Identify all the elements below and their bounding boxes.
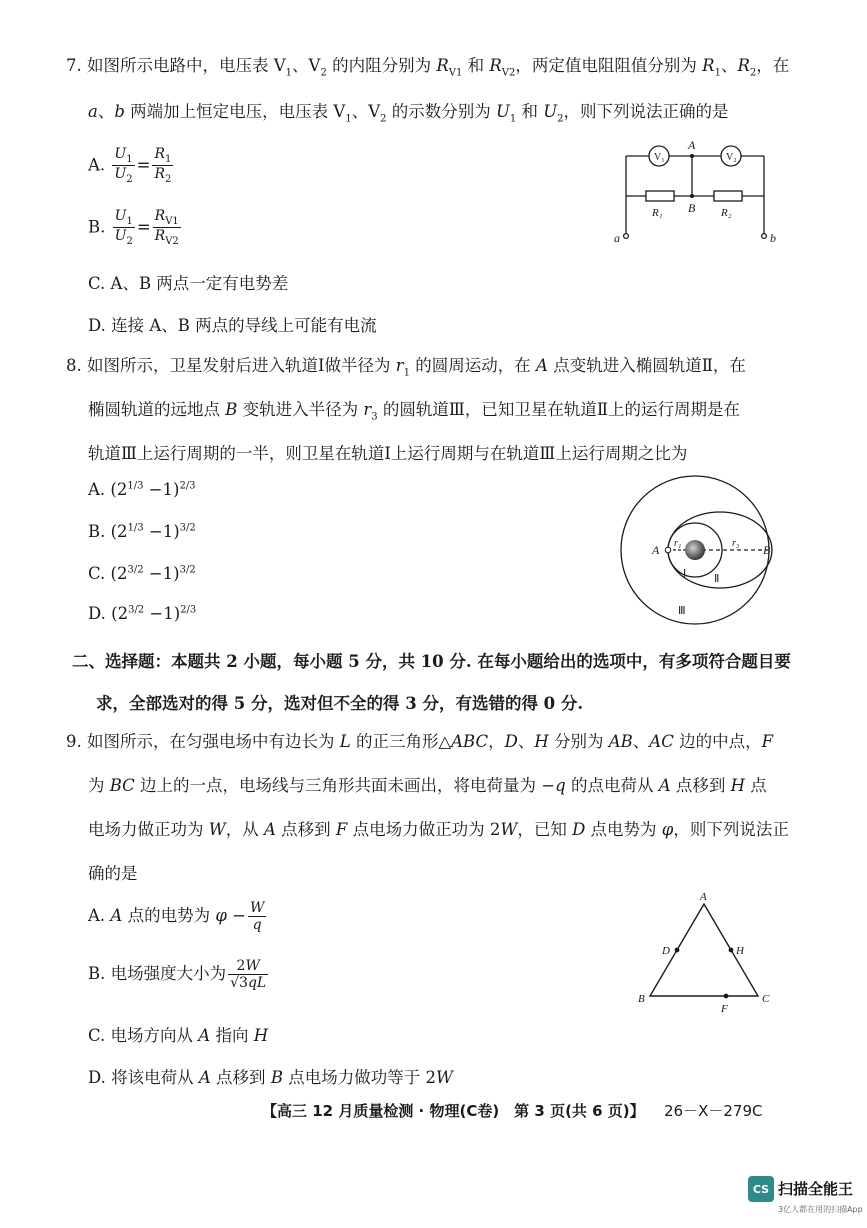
q7-line2: a、b 两端加上恒定电压，电压表 $V_1$、$V_2$ 的示数分别为 $U_1$ 和 $U_2$，则下列说法正确的是 <box>88 102 729 125</box>
q9-fig-f-label: F <box>721 1003 728 1015</box>
q7-option-c: C. A、B 两点一定有电势差 <box>88 274 289 293</box>
q7-fig-r1-label: R₁ <box>652 207 663 219</box>
q7-fig-b-label: B <box>688 201 696 215</box>
q9-fig-a-label: A <box>700 891 707 903</box>
q9-option-b: B. 电场强度大小为 $\frac{2W}{√3qL}$ <box>88 958 267 992</box>
q9-triangle-diagram <box>630 888 780 1018</box>
q7-line1: 7. 如图所示电路中，电压表 $V_1$、$V_2$ 的内阻分别为 $R_{V1}$ 和 $R_{V2}$，两定值电阻阻值分别为 $R_1$、$R_2$，在 <box>66 56 790 79</box>
point-f-marker <box>724 994 729 999</box>
q8-fig-r1-label: r₁ <box>674 538 682 549</box>
q9-fig-c-label: C <box>762 993 770 1005</box>
q8-line3: 轨道Ⅲ上运行周期的一半，则卫星在轨道Ⅰ上运行周期与在轨道Ⅲ上运行周期之比为 <box>88 444 688 463</box>
camscanner-name: 扫描全能王 <box>778 1180 854 1198</box>
q7-fig-r2-label: R₂ <box>721 207 732 219</box>
q8-fig-r3-label: r₃ <box>732 538 740 549</box>
q8-option-c: C. $(2^{3/2} -1)^{3/2}$ <box>88 564 196 583</box>
q8-fig-orbit-1-label: Ⅰ <box>683 568 687 580</box>
q8-option-a: A. $(2^{1/3} -1)^{2/3}$ <box>88 480 196 499</box>
q9-line1: 9. 如图所示，在匀强电场中有边长为 L 的正三角形△ABC，D、H 分别为 AB、AC 边的中点，F <box>66 732 774 751</box>
q7-fig-a-label: A <box>688 138 696 152</box>
camscanner-logo-icon: CS <box>748 1176 774 1202</box>
q7-fig-terminal-b: b <box>770 231 776 245</box>
q7-fig-v1-label: V₁ <box>654 152 665 163</box>
q7-circuit-diagram <box>606 136 786 246</box>
q8-line1: 8. 如图所示，卫星发射后进入轨道Ⅰ做半径为 $r_1$ 的圆周运动，在 A 点变轨进入椭圆轨道Ⅱ，在 <box>66 356 746 379</box>
q7-option-a-prefix: A. <box>88 155 106 175</box>
q8-fig-orbit-2-label: Ⅱ <box>714 573 720 585</box>
q7-option-b-prefix: B. <box>88 217 106 237</box>
point-a-marker <box>665 547 671 553</box>
q8-fig-b-label: B <box>763 543 771 557</box>
q8-fig-a-label: A <box>652 543 660 557</box>
q8-orbit-diagram <box>610 470 780 630</box>
q9-line3: 电场力做正功为 W，从 A 点移到 F 点电场力做正功为 2W，已知 D 点电势为 φ，则下列说法正 <box>88 820 789 839</box>
q8-option-d: D. $(2^{3/2} -1)^{2/3}$ <box>88 604 197 623</box>
earth-icon <box>685 540 705 560</box>
q8-line2: 椭圆轨道的远地点 B 变轨进入半径为 $r_3$ 的圆轨道Ⅲ，已知卫星在轨道Ⅱ上的运行周期是在 <box>88 400 741 423</box>
point-h-marker <box>729 948 734 953</box>
point-d-marker <box>675 948 680 953</box>
q8-option-b: B. $(2^{1/3} -1)^{3/2}$ <box>88 522 196 541</box>
page-footer-code: 26－X－279C <box>664 1102 763 1120</box>
q9-option-a: A. A 点的电势为 φ − $\frac{W}{q}$ <box>88 900 265 934</box>
q7-option-a: A. $\frac{U_1}{U_2}$ = $\frac{R_1}{R_2}$ <box>88 146 172 186</box>
section2-line2: 求，全部选对的得 5 分，选对但不全的得 3 分，有选错的得 0 分. <box>96 694 584 713</box>
page-footer-info: 【高三 12 月质量检测 · 物理(C卷) 第 3 页(共 6 页)】 <box>262 1102 645 1120</box>
camscanner-tagline: 3亿人都在用的扫描App <box>778 1205 863 1214</box>
q9-fig-b-label: B <box>638 993 645 1005</box>
section2-line1: 二、选择题：本题共 2 小题，每小题 5 分，共 10 分. 在每小题给出的选项中，有多项符合题目要 <box>72 652 791 671</box>
q7-option-d: D. 连接 A、B 两点的导线上可能有电流 <box>88 316 377 335</box>
q7-fig-v2-label: V₂ <box>726 152 737 163</box>
q9-line2: 为 BC 边上的一点，电场线与三角形共面未画出，将电荷量为 −q 的点电荷从 A 点移到 H 点 <box>88 776 767 795</box>
q7-option-b: B. $\frac{U_1}{U_2}$ = $\frac{R_{V1}}{R_{V2}}$ <box>88 208 179 248</box>
q9-fig-d-label: D <box>662 945 670 957</box>
q9-line4: 确的是 <box>88 864 138 883</box>
q9-option-d: D. 将该电荷从 A 点移到 B 点电场力做功等于 2W <box>88 1068 453 1087</box>
q7-fig-terminal-a: a <box>614 231 620 245</box>
q8-fig-orbit-3-label: Ⅲ <box>678 605 686 617</box>
q9-option-c: C. 电场方向从 A 指向 H <box>88 1026 269 1045</box>
q9-fig-h-label: H <box>736 945 744 957</box>
